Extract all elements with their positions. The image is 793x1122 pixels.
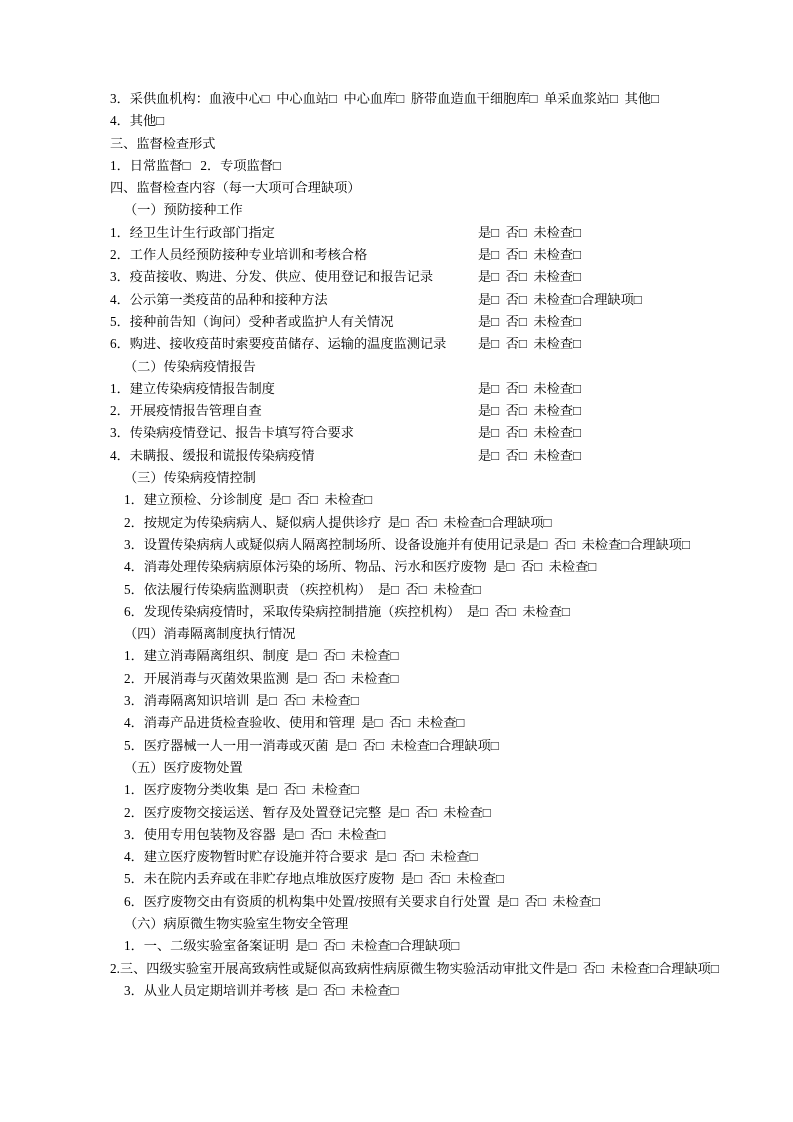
checklist-item-control-3[interactable]: 3．设置传染病病人或疑似病人隔离控制场所、设备设施并有使用记录是□ 否□ 未检查□合理缺项□ [124,536,690,552]
heading-supervision-form: 三、监督检查形式 [110,135,216,151]
checklist-options[interactable]: 是□ 否□ 未检查□ [478,447,582,463]
checklist-label: 3．传染病疫情登记、报告卡填写符合要求 [110,425,354,441]
checklist-item-lab-3[interactable]: 3．从业人员定期培训并考核 是□ 否□ 未检查□ [124,982,399,998]
checklist-options[interactable]: 是□ 否□ 未检查□ [478,247,582,263]
checklist-label: 1．经卫生计生行政部门指定 [110,224,275,240]
subheading-immunization-work: （一）预防接种工作 [124,202,243,218]
checklist-label: 3．疫苗接收、购进、分发、供应、使用登记和报告记录 [110,269,434,285]
checklist-item-reporting-2 [110,400,721,422]
checklist-options[interactable]: 是□ 否□ 未检查□合理缺项□ [478,291,642,307]
subheading-disinfection-isolation: （四）消毒隔离制度执行情况 [124,626,296,642]
checklist-item-disinfection-5[interactable]: 5．医疗器械一人一用一消毒或灭菌 是□ 否□ 未检查□合理缺项□ [124,737,499,753]
document-body [110,88,721,1002]
checklist-options[interactable]: 是□ 否□ 未检查□ [478,403,582,419]
checklist-item-immunization-5 [110,311,721,333]
checklist-label: 4．公示第一类疫苗的品种和接种方法 [110,291,328,307]
checklist-item-control-1[interactable]: 1．建立预检、分诊制度 是□ 否□ 未检查□ [124,492,373,508]
checklist-label: 2．开展疫情报告管理自查 [110,403,262,419]
checklist-item-immunization-6 [110,333,721,355]
checklist-item-disinfection-4[interactable]: 4．消毒产品进货检查验收、使用和管理 是□ 否□ 未检查□ [124,715,465,731]
checklist-item-immunization-2 [110,244,721,266]
checklist-options[interactable]: 是□ 否□ 未检查□ [478,380,582,396]
checklist-options[interactable]: 是□ 否□ 未检查□ [478,336,582,352]
checklist-item-lab-2[interactable]: 2.三、四级实验室开展高致病性或疑似高致病性病原微生物实验活动审批文件是□ 否□ 未检查□合理缺项□ [110,960,719,976]
subheading-medical-waste: （五）医疗废物处置 [124,759,243,775]
checklist-item-waste-2[interactable]: 2．医疗废物交接运送、暂存及处置登记完整 是□ 否□ 未检查□ [124,804,491,820]
checklist-item-waste-4[interactable]: 4．建立医疗废物暂时贮存设施并符合要求 是□ 否□ 未检查□ [124,849,478,865]
checklist-label: 4．未瞒报、缓报和谎报传染病疫情 [110,447,315,463]
paragraph-supervision-form-options: 1．日常监督□ 2．专项监督□ [110,157,281,173]
checklist-label: 6．购进、接收疫苗时索要疫苗储存、运输的温度监测记录 [110,336,447,352]
checklist-item-waste-5[interactable]: 5．未在院内丢弃或在非贮存地点堆放医疗废物 是□ 否□ 未检查□ [124,871,504,887]
checklist-item-disinfection-1[interactable]: 1．建立消毒隔离组织、制度 是□ 否□ 未检查□ [124,648,399,664]
subheading-lab-biosafety: （六）病原微生物实验室生物安全管理 [124,915,349,931]
checklist-item-immunization-4 [110,289,721,311]
checklist-options[interactable]: 是□ 否□ 未检查□ [478,425,582,441]
checklist-options[interactable]: 是□ 否□ 未检查□ [478,269,582,285]
checklist-item-waste-6[interactable]: 6．医疗废物交由有资质的机构集中处置/按照有关要求自行处置 是□ 否□ 未检查□ [124,893,600,909]
checklist-item-reporting-1 [110,378,721,400]
subheading-epidemic-reporting: （二）传染病疫情报告 [124,358,256,374]
checklist-item-disinfection-2[interactable]: 2．开展消毒与灭菌效果监测 是□ 否□ 未检查□ [124,670,399,686]
checklist-options[interactable]: 是□ 否□ 未检查□ [478,313,582,329]
checklist-item-waste-3[interactable]: 3．使用专用包装物及容器 是□ 否□ 未检查□ [124,826,386,842]
subheading-epidemic-control: （三）传染病疫情控制 [124,470,256,486]
checklist-label: 1．建立传染病疫情报告制度 [110,380,275,396]
paragraph-other-institution: 4．其他□ [110,113,165,129]
checklist-label: 2．工作人员经预防接种专业培训和考核合格 [110,247,368,263]
checklist-options[interactable]: 是□ 否□ 未检查□ [478,224,582,240]
checklist-label: 5．接种前告知（询问）受种者或监护人有关情况 [110,313,394,329]
paragraph-blood-collection-institutions: 3．采供血机构：血液中心□ 中心血站□ 中心血库□ 脐带血造血干细胞库□ 单采血浆站□ 其他□ [110,91,659,106]
heading-supervision-content: 四、监督检查内容（每一大项可合理缺项） [110,180,361,196]
checklist-item-control-6[interactable]: 6．发现传染病疫情时，采取传染病控制措施（疾控机构） 是□ 否□ 未检查□ [124,603,570,619]
checklist-item-waste-1[interactable]: 1．医疗废物分类收集 是□ 否□ 未检查□ [124,782,359,798]
checklist-item-reporting-3 [110,422,721,444]
checklist-item-control-2[interactable]: 2．按规定为传染病病人、疑似病人提供诊疗 是□ 否□ 未检查□合理缺项□ [124,514,552,530]
checklist-item-immunization-3 [110,266,721,288]
checklist-item-reporting-4 [110,445,721,467]
checklist-item-control-5[interactable]: 5．依法履行传染病监测职责 （疾控机构） 是□ 否□ 未检查□ [124,581,481,597]
checklist-item-lab-1[interactable]: 1．一、二级实验室备案证明 是□ 否□ 未检查□合理缺项□ [124,938,460,954]
checklist-item-disinfection-3[interactable]: 3．消毒隔离知识培训 是□ 否□ 未检查□ [124,693,359,709]
checklist-item-control-4[interactable]: 4．消毒处理传染病病原体污染的场所、物品、污水和医疗废物 是□ 否□ 未检查□ [124,559,597,575]
checklist-item-immunization-1 [110,222,721,244]
